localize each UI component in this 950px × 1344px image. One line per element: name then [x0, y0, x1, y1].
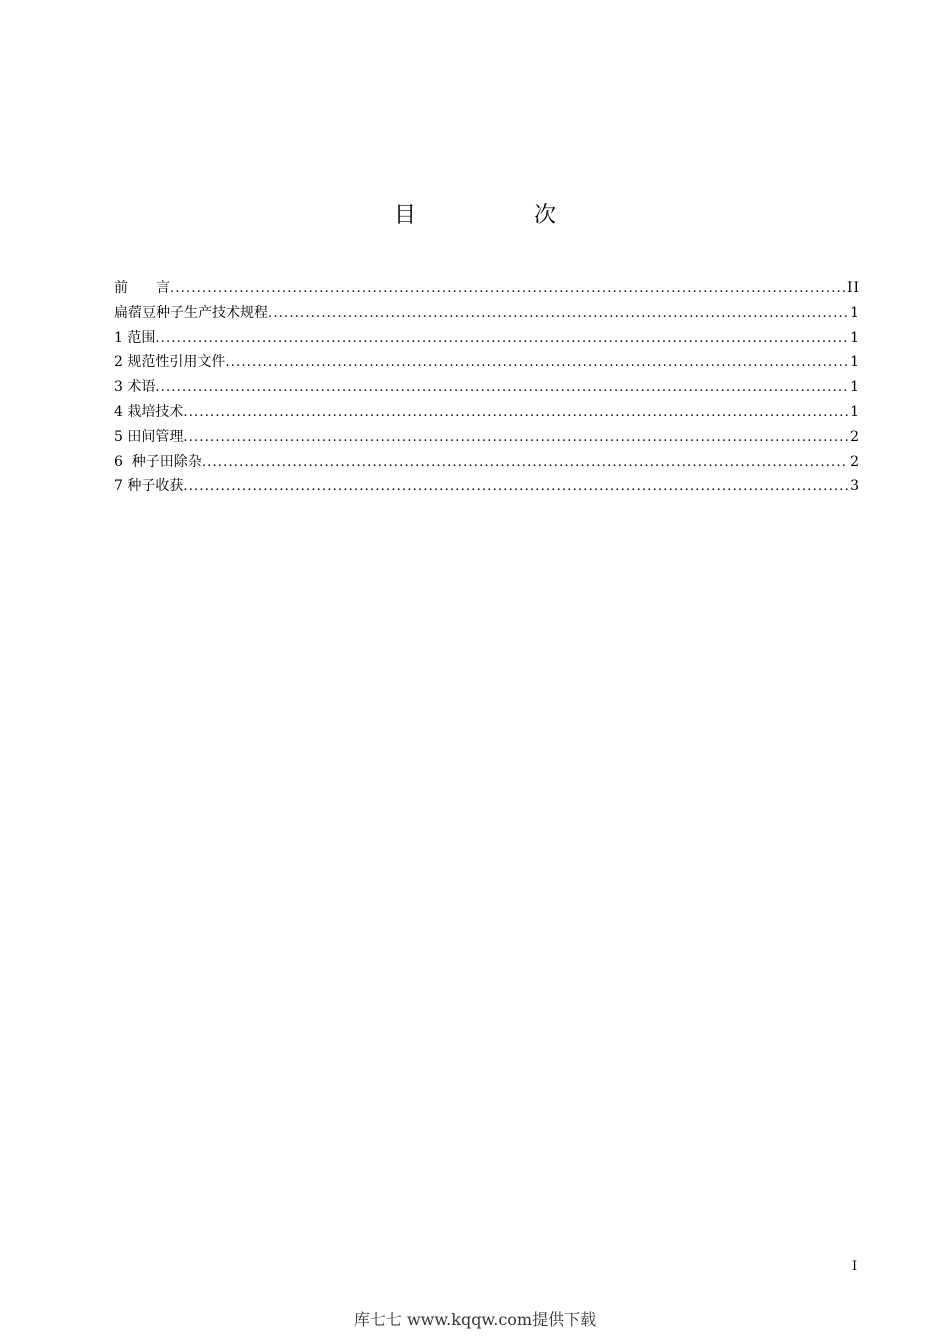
title-text: 目 次 — [393, 203, 604, 228]
footer-download-notice: 库七七 www.kqqw.com提供下载 — [353, 1310, 597, 1329]
toc-item-label: 4 栽培技术 — [114, 403, 184, 420]
toc-item-label: 7 种子收获 — [114, 478, 184, 495]
toc-leader-dots — [183, 479, 848, 494]
toc-item-page: 1 — [850, 403, 860, 420]
toc-item-page: 3 — [850, 478, 860, 495]
toc-item-label: 1 范围 — [114, 329, 156, 346]
toc-item-label: 2 规范性引用文件 — [114, 354, 226, 371]
toc-item-page: 1 — [850, 304, 860, 321]
toc-item-terms[interactable] — [114, 376, 860, 401]
toc-item-page: 1 — [850, 354, 860, 371]
toc-item-field-management[interactable] — [114, 426, 860, 451]
toc-item-page: 1 — [850, 329, 860, 346]
toc-item-main-title[interactable] — [114, 302, 860, 327]
toc-item-scope[interactable] — [114, 327, 860, 352]
toc-item-foreword[interactable] — [114, 277, 860, 302]
toc-item-normative-references[interactable] — [114, 351, 860, 376]
toc-leader-dots — [183, 430, 848, 445]
toc-item-label: 5 田间管理 — [114, 428, 184, 445]
toc-item-label: 6 种子田除杂 — [114, 453, 202, 470]
toc-leader-dots — [225, 355, 848, 370]
toc-item-seed-harvest[interactable] — [114, 475, 860, 500]
toc-leader-dots — [155, 331, 848, 346]
toc-item-page: 2 — [850, 453, 860, 470]
page-number: I — [852, 1259, 858, 1274]
toc-leader-dots — [155, 380, 848, 395]
toc-item-label: 3 术语 — [114, 379, 156, 396]
page-title — [0, 198, 950, 229]
table-of-contents — [114, 277, 860, 500]
toc-leader-dots — [202, 455, 848, 470]
toc-leader-dots — [268, 306, 848, 321]
toc-item-label: 前 言 — [114, 280, 170, 296]
toc-item-cultivation[interactable] — [114, 401, 860, 426]
toc-item-roguing[interactable] — [114, 451, 860, 476]
toc-item-page: 2 — [850, 428, 860, 445]
toc-item-page: II — [846, 280, 860, 296]
toc-item-page: 1 — [850, 379, 860, 396]
toc-leader-dots — [170, 281, 845, 296]
toc-item-label: 扁蓿豆种子生产技术规程 — [114, 304, 268, 321]
toc-leader-dots — [183, 405, 848, 420]
